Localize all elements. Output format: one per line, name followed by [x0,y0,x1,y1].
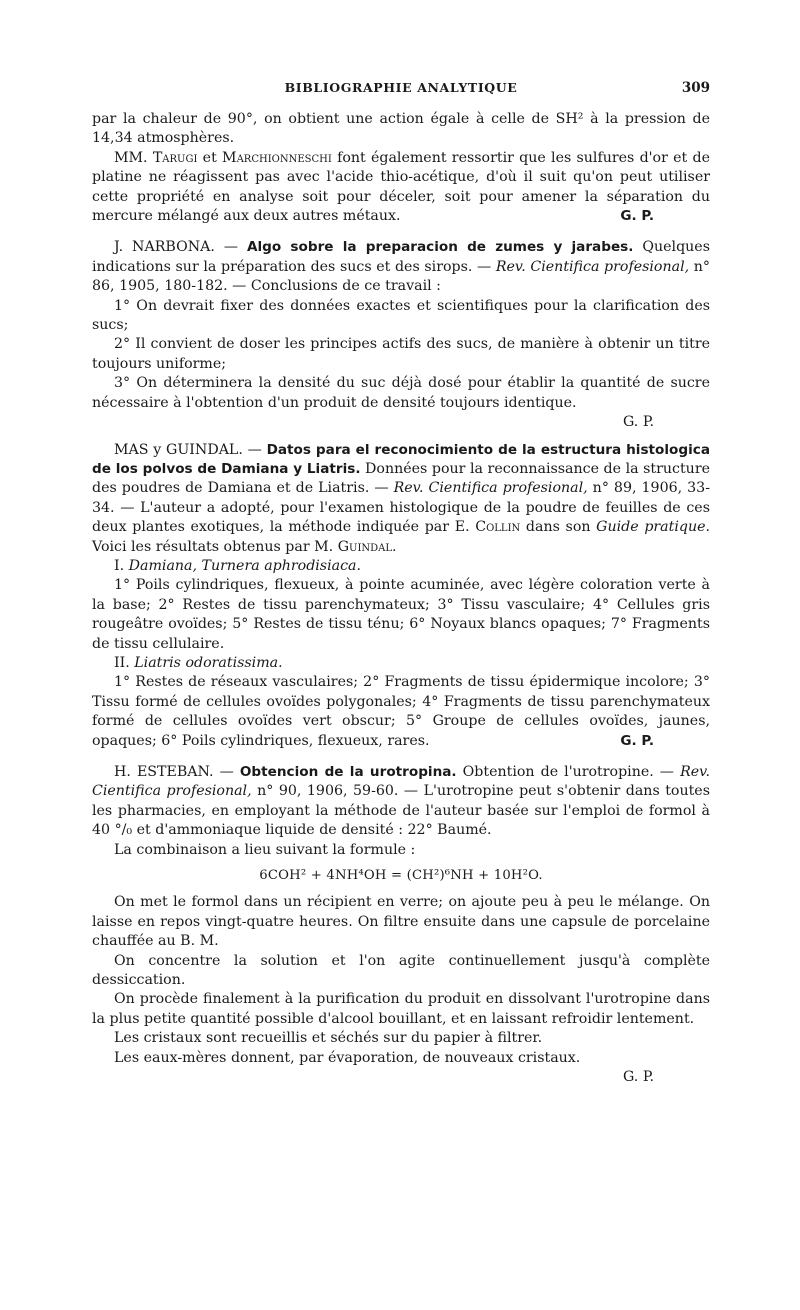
book-title: Guide pratique. [596,519,710,536]
subsection-title: Liatris odoratissima. [134,654,283,671]
list-item: 3° On déterminera la densité du suc déjà dosé pour établir la quantité de sucre nécessaire à l'obtention d'un produit de densité toujours identique. [92,375,710,411]
text-fragment: . [392,538,397,555]
subsection-title: Damiana, Turnera aphrodisiaca. [128,557,362,574]
text-fragment: Données pour la reconnaissance de la structure des poudres de Damiana et de Liatris. — [92,460,710,497]
paragraph: On concentre la solution et l'on agite continuellement jusqu'à complète dessiccation. [92,952,710,989]
paragraph: Les cristaux sont recueillis et séchés sur du papier à filtrer. [114,1030,543,1047]
entry-heading [92,441,710,557]
entry-author: H. ESTEBAN. — [114,764,240,780]
entry-author: J. NARBONA. — [114,239,247,256]
text-fragment: font également ressortir que les sulfures d'or et de platine ne réagissent pas avec l'acide thio-acétique, d'où il suit qu'on peut utiliser cette propriété en analyse soit pour déceler, soit pour amener la séparation du mercure mélangé aux deux autres métaux. [92,149,710,225]
paragraph: 1° Poils cylindriques, flexueux, à pointe acuminée, avec légère coloration verte à la base; 2° Restes de tissu parenchymateux; 3° Tissu vasculaire; 4° Cellules gris rougeâtre ovoïdes; 5° Restes de tissu ténu; 6° Noyaux blancs opaques; 7° Fragments de tissu cellulaire. [92,577,710,652]
signature: G. P. [620,208,654,225]
subsection-heading [92,557,710,576]
text-fragment: MM. [114,149,153,166]
paragraph: On met le formol dans un récipient en verre; on ajoute peu à peu le mélange. On laisse en repos vingt-quatre heures. On filtre ensuite dans une capsule de porcelaine chauffée au B. M. [92,894,710,950]
paragraph: La combinaison a lieu suivant la formule : [114,841,416,858]
entry-heading [92,763,710,841]
entry-title: Datos para el reconocimiento de la estructura histologica de los polvos de Damiana y Liatris. [92,441,710,477]
journal-name: Rev. Cientifica profesional, [495,258,690,275]
page-number: 309 [681,80,710,96]
subsection-label: I. [114,557,129,574]
signature: G. P. [622,414,654,431]
list-item: 1° On devrait fixer des données exactes et scientifiques pour la clarification des sucs; [92,297,710,334]
author-name: Marchionneschi [222,149,332,166]
text-fragment: n° 90, 1906, 59-60. — L'urotropine peut s'obtenir dans toutes les pharmacies, en employant la méthode de l'auteur basée sur l'emploi de formol à 40 °/₀ et d'ammoniaque liquide de densité : 22° Baumé. [92,783,710,839]
subsection-heading [92,654,710,673]
author-name: Tarugi [152,149,198,166]
page-header [92,80,710,102]
text-fragment: Voici les résultats obtenus par M. [92,538,338,555]
entry-title: Algo sobre la preparacion de zumes y jarabes. [247,239,634,256]
journal-name: Rev. Cientifica profesional, [92,764,710,800]
author-name: Guindal [337,538,393,555]
paragraph: par la chaleur de 90°, on obtient une action égale à celle de SH² à la pression de 14,34 atmosphères. [92,111,710,147]
paragraph: Les eaux-mères donnent, par évaporation, de nouveaux cristaux. [114,1049,581,1066]
text-fragment: 1° Restes de réseaux vasculaires; 2° Fragments de tissu épidermique incolore; 3° Tissu formé de cellules ovoïdes polygonales; 4° Fragments de tissu parenchymateux formé de cellules ovoïdes vert obscur; 5° Groupe de cellules ovoïdes, jaunes, opaques; 6° Poils cylindriques, flexueux, rares. [92,674,710,749]
chemical-formula: 6COH² + 4NH⁴OH = (CH²)⁶NH + 10H²O. [259,868,543,884]
author-name: Collin [475,519,521,536]
paragraph: On procède finalement à la purification du produit en dissolvant l'urotropine dans la plus petite quantité possible d'alcool bouillant, et en laissant refroidir lentement. [92,991,710,1027]
subsection-label: II. [114,654,135,671]
entry-title: Obtencion de la urotropina. [239,764,457,780]
running-title: BIBLIOGRAPHIE ANALYTIQUE [284,80,518,95]
entry-heading [92,238,710,296]
text-fragment: Quelques indications sur la préparation des sucs et des sirops. — [92,239,710,275]
signature: G. P. [622,1069,654,1086]
entry-author: MAS y GUINDAL. — [114,441,267,458]
text-fragment: n° 86, 1905, 180-182. — Conclusions de ce travail : [92,258,710,295]
text-fragment: dans son [520,519,597,536]
list-item: 2° Il convient de doser les principes actifs des sucs, de manière à obtenir un titre toujours uniforme; [92,336,710,372]
paragraph [92,149,710,227]
signature: G. P. [620,732,654,749]
page-body [92,110,710,1088]
text-fragment: n° 89, 1906, 33-34. — L'auteur a adopté, pour l'examen histologique de la poudre de feuilles de ces deux plantes exotiques, la méthode indiquée par E. [92,480,711,536]
text-fragment: Obtention de l'urotropine. — [456,764,681,780]
paragraph [92,673,710,751]
journal-name: Rev. Cientifica profesional, [393,480,588,497]
text-fragment: et [197,149,223,166]
